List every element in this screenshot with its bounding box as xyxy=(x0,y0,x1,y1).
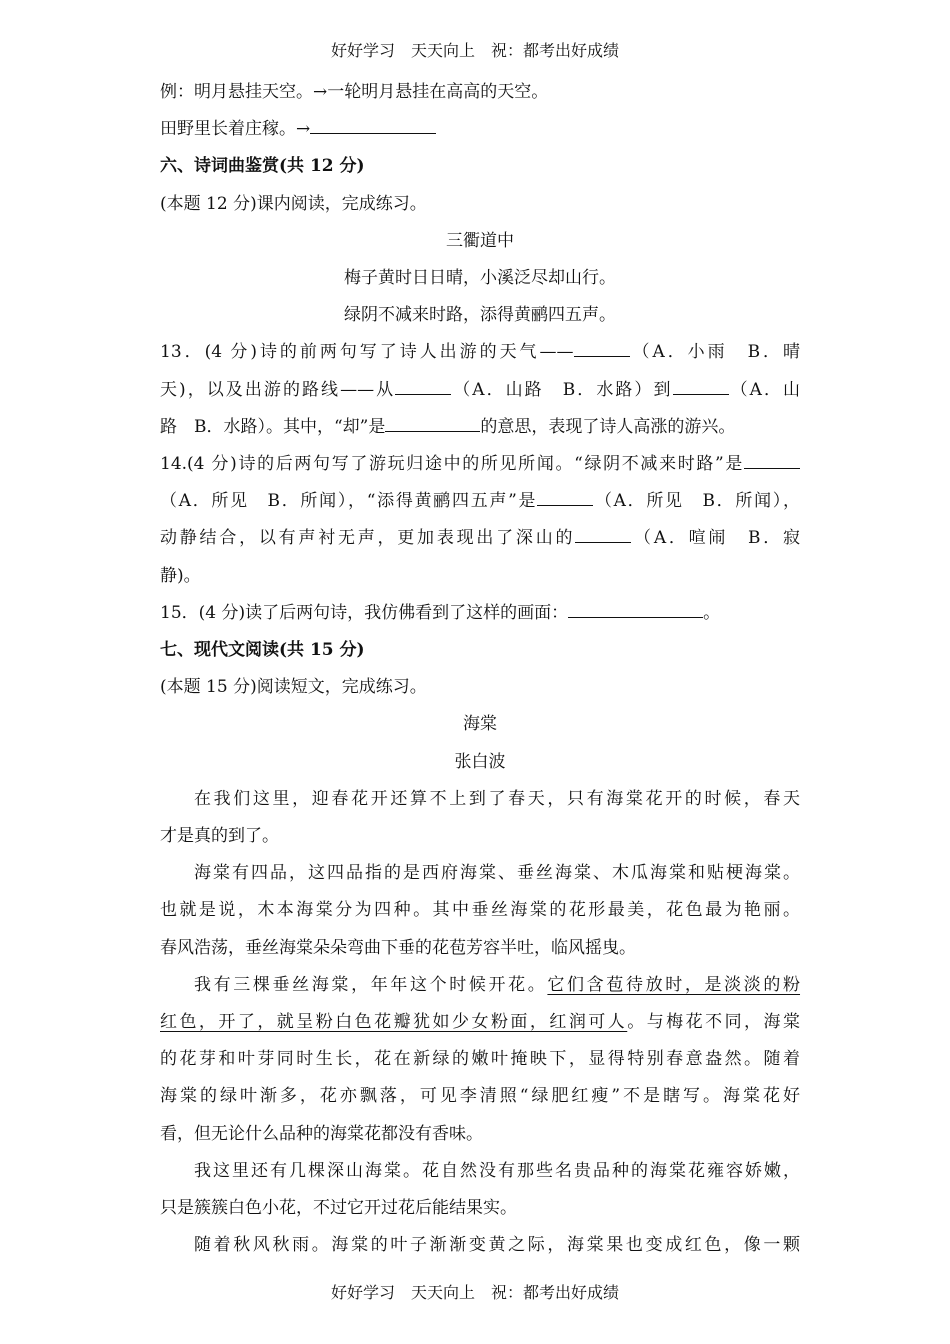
underlined-sentence: 红色，开了，就呈粉白色花瓣犹如少女粉面，红润可人 xyxy=(160,1012,628,1033)
question-13: 13．(4 分)诗的前两句写了诗人出游的天气—— （A．小雨 B．晴 xyxy=(160,342,800,363)
article-author: 张白波 xyxy=(454,751,506,772)
section-six-intro: (本题 12 分)课内阅读，完成练习。 xyxy=(160,193,427,214)
question-14-cont: 静)。 xyxy=(160,565,201,586)
paragraph-line: 的花芽和叶芽同时生长，花在新绿的嫩叶掩映下，显得特别春意盎然。随着 xyxy=(160,1049,800,1070)
question-14: 14.(4 分)诗的后两句写了游玩归途中的所见所闻。“绿阴不减来时路”是 xyxy=(160,446,800,483)
paragraph-line: 我有三棵垂丝海棠，年年这个时候开花。它们含苞待放时，是淡淡的粉 xyxy=(194,974,801,995)
answer-blank[interactable] xyxy=(395,380,451,395)
document-body xyxy=(160,74,800,1265)
answer-blank[interactable] xyxy=(385,417,480,432)
answer-blank[interactable] xyxy=(673,380,729,395)
paragraph-line: 我这里还有几棵深山海棠。花自然没有那些名贵品种的海棠花雍容娇嫩， xyxy=(194,1160,800,1181)
question-14-cont: （A．所见 B．所闻），“添得黄鹂四五声”是 （A．所见 B．所闻）， xyxy=(160,491,800,512)
answer-blank[interactable] xyxy=(575,528,631,543)
poem-line: 梅子黄时日日晴，小溪泛尽却山行。 xyxy=(344,268,616,289)
question-15: 15．(4 分)读了后两句诗，我仿佛看到了这样的画面： 。 xyxy=(160,602,721,623)
paragraph-line: 海棠有四品，这四品指的是西府海棠、垂丝海棠、木瓜海棠和贴梗海棠。 xyxy=(194,863,800,884)
paragraph-line: 看，但无论什么品种的海棠花都没有香味。 xyxy=(160,1123,483,1144)
paragraph-line: 也就是说，木本海棠分为四种。其中垂丝海棠的花形最美，花色最为艳丽。 xyxy=(160,900,800,921)
paragraph-line: 春风浩荡，垂丝海棠朵朵弯曲下垂的花苞芳容半吐，临风摇曳。 xyxy=(160,937,636,958)
answer-blank[interactable] xyxy=(537,491,593,506)
poem-title: 三衢道中 xyxy=(446,230,514,251)
answer-blank[interactable] xyxy=(568,603,703,618)
page-footer: 好好学习 天天向上 祝：都考出好成绩 xyxy=(330,1283,619,1302)
page-header: 好好学习 天天向上 祝：都考出好成绩 xyxy=(330,41,619,60)
paragraph-line: 在我们这里，迎春花开还算不上到了春天，只有海棠花开的时候，春天 xyxy=(194,788,800,809)
paragraph-line: 只是簇簇白色小花，不过它开过花后能结果实。 xyxy=(160,1198,517,1219)
question-13-cont: 路 B．水路）。其中，“却”是 的意思，表现了诗人高涨的游兴。 xyxy=(160,416,736,437)
article-title: 海棠 xyxy=(463,714,497,735)
paragraph-line: 随着秋风秋雨。海棠的叶子渐渐变黄之际，海棠果也变成红色，像一颗 xyxy=(194,1235,800,1256)
question-13-cont: 天)，以及出游的路线——从 （A．山路 B．水路）到 （A．山 xyxy=(160,379,800,400)
example-line: 例：明月悬挂天空。→一轮明月悬挂在高高的天空。 xyxy=(160,82,549,102)
section-six-title: 六、诗词曲鉴赏(共 12 分) xyxy=(160,156,365,177)
question-14-cont: 动静结合，以有声衬无声，更加表现出了深山的 （A．喧闹 B．寂 xyxy=(160,528,801,549)
paragraph-line: 才是真的到了。 xyxy=(160,826,279,847)
poem-line: 绿阴不减来时路，添得黄鹂四五声。 xyxy=(344,305,616,326)
answer-blank[interactable] xyxy=(744,454,800,469)
paragraph-line: 红色，开了，就呈粉白色花瓣犹如少女粉面，红润可人。与梅花不同，海棠 xyxy=(160,1012,800,1033)
section-seven-intro: (本题 15 分)阅读短文，完成练习。 xyxy=(160,677,427,698)
example-exercise: 田野里长着庄稼。→ xyxy=(160,111,800,148)
answer-blank[interactable] xyxy=(310,119,436,134)
section-seven-title: 七、现代文阅读(共 15 分) xyxy=(160,640,365,661)
answer-blank[interactable] xyxy=(574,342,630,357)
paragraph-line: 海棠的绿叶渐多，花亦飘落，可见李清照“绿肥红瘦”不是瞎写。海棠花好 xyxy=(160,1086,800,1107)
underlined-sentence: 它们含苞待放时，是淡淡的粉 xyxy=(547,974,801,995)
